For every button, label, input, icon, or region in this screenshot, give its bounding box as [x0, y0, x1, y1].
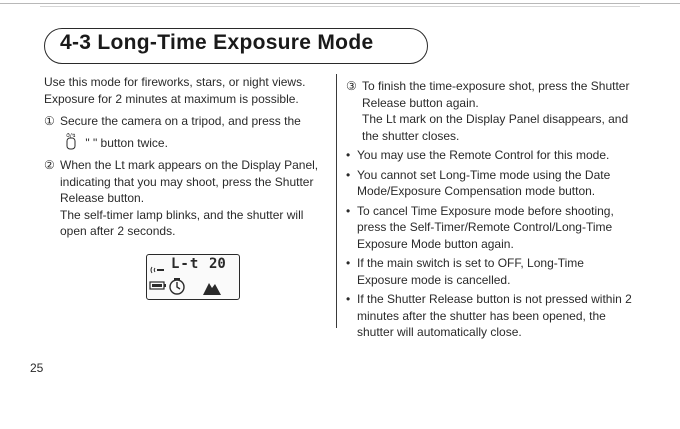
list-item: • If the Shutter Release button is not pressed within 2 minutes after the shutter has been opened, the shutter will automatically close.	[346, 292, 632, 339]
step-1	[44, 113, 330, 151]
list-item: • To cancel Time Exposure mode before shooting, press the Self-Timer/Remote Control/Long-Time Exposure Mode button again.	[346, 203, 614, 251]
step-2-number: ②	[44, 158, 55, 172]
top-rule	[0, 3, 680, 4]
top-rule-secondary	[40, 6, 640, 7]
step-1-number: ①	[44, 114, 55, 128]
column-divider	[336, 74, 337, 328]
page-number: 25	[30, 361, 44, 375]
display-panel	[146, 254, 240, 300]
self-timer-icon	[170, 278, 184, 294]
battery-icon	[150, 282, 166, 289]
step-2-text: When the Lt mark appears on the Display Panel, indicating that you may shoot, press the Shutter Release button.	[60, 158, 319, 205]
left-column	[44, 74, 330, 240]
intro-line-1: Use this mode for fireworks, stars, or night views.	[44, 75, 306, 89]
step-3-text: To finish the time-exposure shot, press the Shutter Release button again.	[362, 79, 630, 110]
notes-list	[346, 147, 632, 341]
step-2	[44, 157, 330, 240]
step-3	[346, 78, 632, 144]
lcd-lt-readout: L-t	[171, 256, 200, 272]
self-timer-remote-icon	[60, 132, 82, 148]
step-1-button-line	[60, 132, 330, 152]
svg-text:⏱/↯: ⏱/↯	[66, 132, 76, 139]
step-3-extra: The Lt mark on the Display Panel disappears, and the shutter closes.	[362, 112, 629, 143]
list-item: • If the main switch is set to OFF, Long-Time Exposure mode is cancelled.	[346, 256, 584, 287]
list-item: • You cannot set Long-Time mode using the Date Mode/Exposure Compensation mode button.	[346, 167, 611, 198]
right-column	[346, 78, 632, 341]
step-3-number: ③	[346, 79, 357, 93]
step-1-button-text: " " button twice.	[85, 135, 168, 150]
page-title: 4-3 Long-Time Exposure Mode	[60, 31, 374, 54]
list-item: • You may use the Remote Control for this mode.	[346, 148, 610, 162]
lcd-number-readout: 20	[209, 256, 226, 272]
remote-signal-icon	[151, 267, 164, 273]
step-1-text: Secure the camera on a tripod, and press the	[60, 114, 301, 128]
landscape-mode-icon	[203, 283, 221, 295]
step-2-extra: The self-timer lamp blinks, and the shutter will open after 2 seconds.	[60, 207, 304, 238]
intro-line-2: Exposure for 2 minutes at maximum is possible.	[44, 91, 299, 106]
